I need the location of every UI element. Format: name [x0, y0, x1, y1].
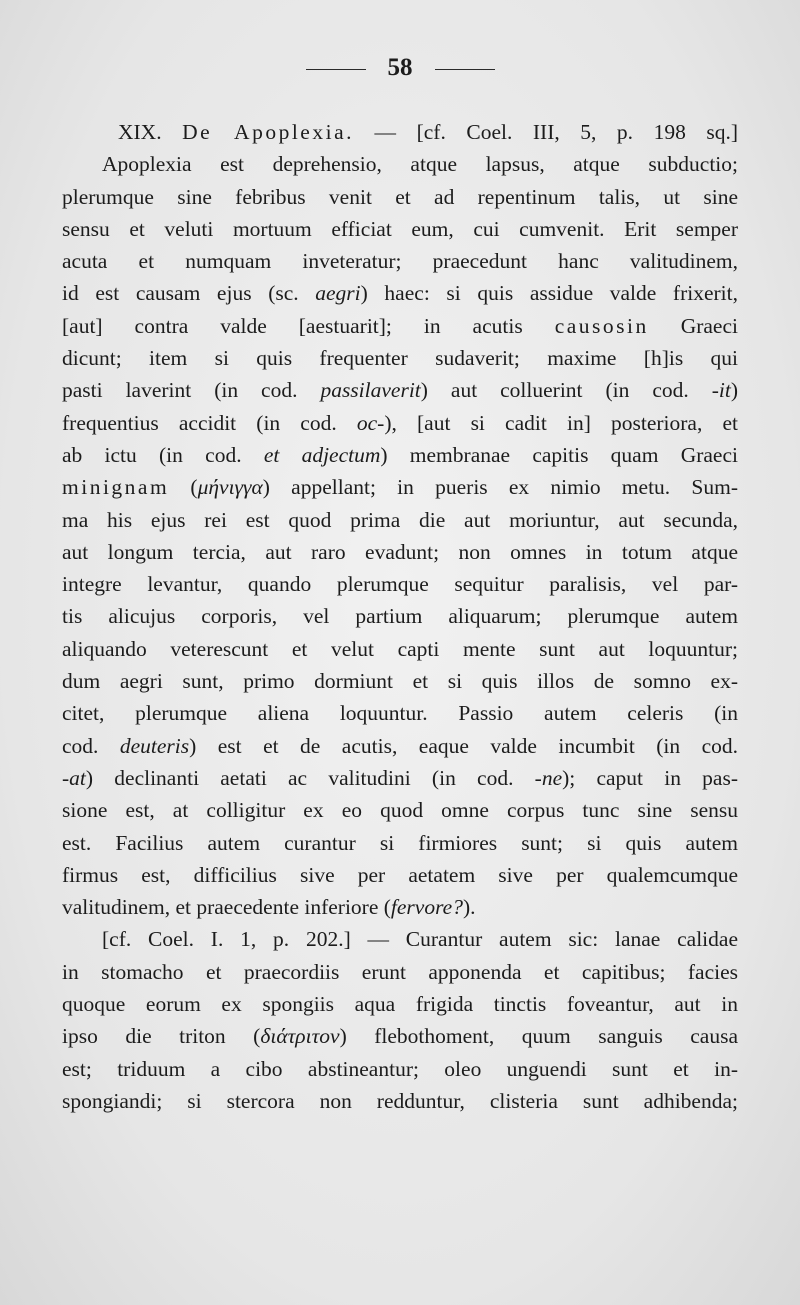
text-line: sensu et veluti mortuum efficiat eum, cui cumvenit. Erit semper: [62, 216, 738, 241]
text-line: est; triduum a cibo abstineantur; oleo unguendi sunt et in-: [62, 1056, 738, 1081]
text-line: ma his ejus rei est quod prima die aut moriuntur, aut secunda,: [62, 507, 738, 532]
section-reference: [cf. Coel. III, 5, p. 198 sq.]: [416, 120, 738, 144]
page-header: [0, 54, 800, 82]
text-line: id est causam ejus (sc. aegri) haec: si quis assidue valde frixerit,: [62, 281, 738, 306]
italic-word: ne: [541, 765, 563, 790]
section-number: XIX.: [118, 120, 162, 144]
italic-word: deuteris: [119, 733, 190, 758]
page-number: 58: [387, 54, 413, 81]
italic-word: at: [69, 765, 86, 790]
text-line: -at) declinanti aetati ac valitudini (in cod. -ne); caput in pas-: [62, 765, 738, 790]
text-line: citet, plerumque aliena loquuntur. Passio autem celeris (in: [62, 701, 738, 726]
text-line: dicunt; item si quis frequenter sudaverit; maxime [h]is qui: [62, 346, 738, 371]
text-line: pasti laverint (in cod. passilaverit) aut colluerint (in cod. -it): [62, 378, 738, 403]
italic-word: aegri: [315, 281, 361, 306]
text-line: Apoplexia est deprehensio, atque lapsus, atque subductio;: [102, 152, 738, 177]
section-heading: [62, 116, 738, 148]
body-text: [62, 116, 738, 1117]
text-line: aliquando veterescunt et velut capti mente sunt aut loquuntur;: [62, 636, 738, 661]
text-line: ab ictu (in cod. et adjectum) membranae capitis quam Graeci: [62, 442, 738, 467]
text-line: est. Facilius autem curantur si firmiores sunt; si quis autem: [62, 830, 738, 855]
text-line: valitudinem, et praecedente inferiore (fervore?).: [62, 895, 476, 920]
text-line: [cf. Coel. I. 1, p. 202.] — Curantur autem sic: lanae calidae: [102, 927, 738, 952]
text-line: spongiandi; si stercora non redduntur, clisteria sunt adhibenda;: [62, 1088, 738, 1113]
greek-word: διάτριτον: [260, 1024, 340, 1049]
italic-word: -it: [711, 378, 731, 403]
text-line: cod. deuteris) est et de acutis, eaque valde incumbit (in cod.: [62, 733, 738, 758]
text-line: quoque eorum ex spongiis aqua frigida tinctis foveantur, aut in: [62, 992, 738, 1017]
text-line: tis alicujus corporis, vel partium aliquarum; plerumque autem: [62, 604, 738, 629]
text-line: aut longum tercia, aut raro evadunt; non omnes in totum atque: [62, 539, 738, 564]
italic-word: et adjectum: [263, 442, 381, 467]
text-line: minignam (μήνιγγα) appellant; in pueris ex nimio metu. Sum-: [62, 475, 738, 500]
italic-word: oc: [356, 410, 378, 435]
text-line: plerumque sine febribus venit et ad repentinum talis, ut sine: [62, 184, 738, 209]
spaced-word: causosin: [554, 313, 649, 338]
header-rule-left: [306, 69, 366, 70]
text-line: frequentius accidit (in cod. oc-), [aut si cadit in] posteriora, et: [62, 410, 738, 435]
text-line: acuta et numquam inveteratur; praecedunt hanc valitudinem,: [62, 249, 738, 274]
italic-word: passilaverit: [320, 378, 421, 403]
text-line: dum aegri sunt, primo dormiunt et si quis illos de somno ex-: [62, 669, 738, 694]
text-line: firmus est, difficilius sive per aetatem sive per qualemcumque: [62, 862, 738, 887]
italic-word: fervore?: [390, 895, 463, 920]
spaced-word: minignam: [62, 475, 170, 500]
section-title: De Apoplexia.: [182, 120, 354, 144]
header-rule-right: [435, 69, 495, 70]
text-line: in stomacho et praecordiis erunt apponenda et capitibus; facies: [62, 959, 738, 984]
text-line: ipso die triton (διάτριτον) flebothoment, quum sanguis causa: [62, 1024, 738, 1049]
greek-word: μήνιγγα: [197, 475, 263, 500]
text-line: [aut] contra valde [aestuarit]; in acutis causosin Graeci: [62, 313, 738, 338]
text-line: integre levantur, quando plerumque sequitur paralisis, vel par-: [62, 572, 738, 597]
text-line: sione est, at colligitur ex eo quod omne corpus tunc sine sensu: [62, 798, 738, 823]
heading-dash: —: [374, 120, 397, 144]
